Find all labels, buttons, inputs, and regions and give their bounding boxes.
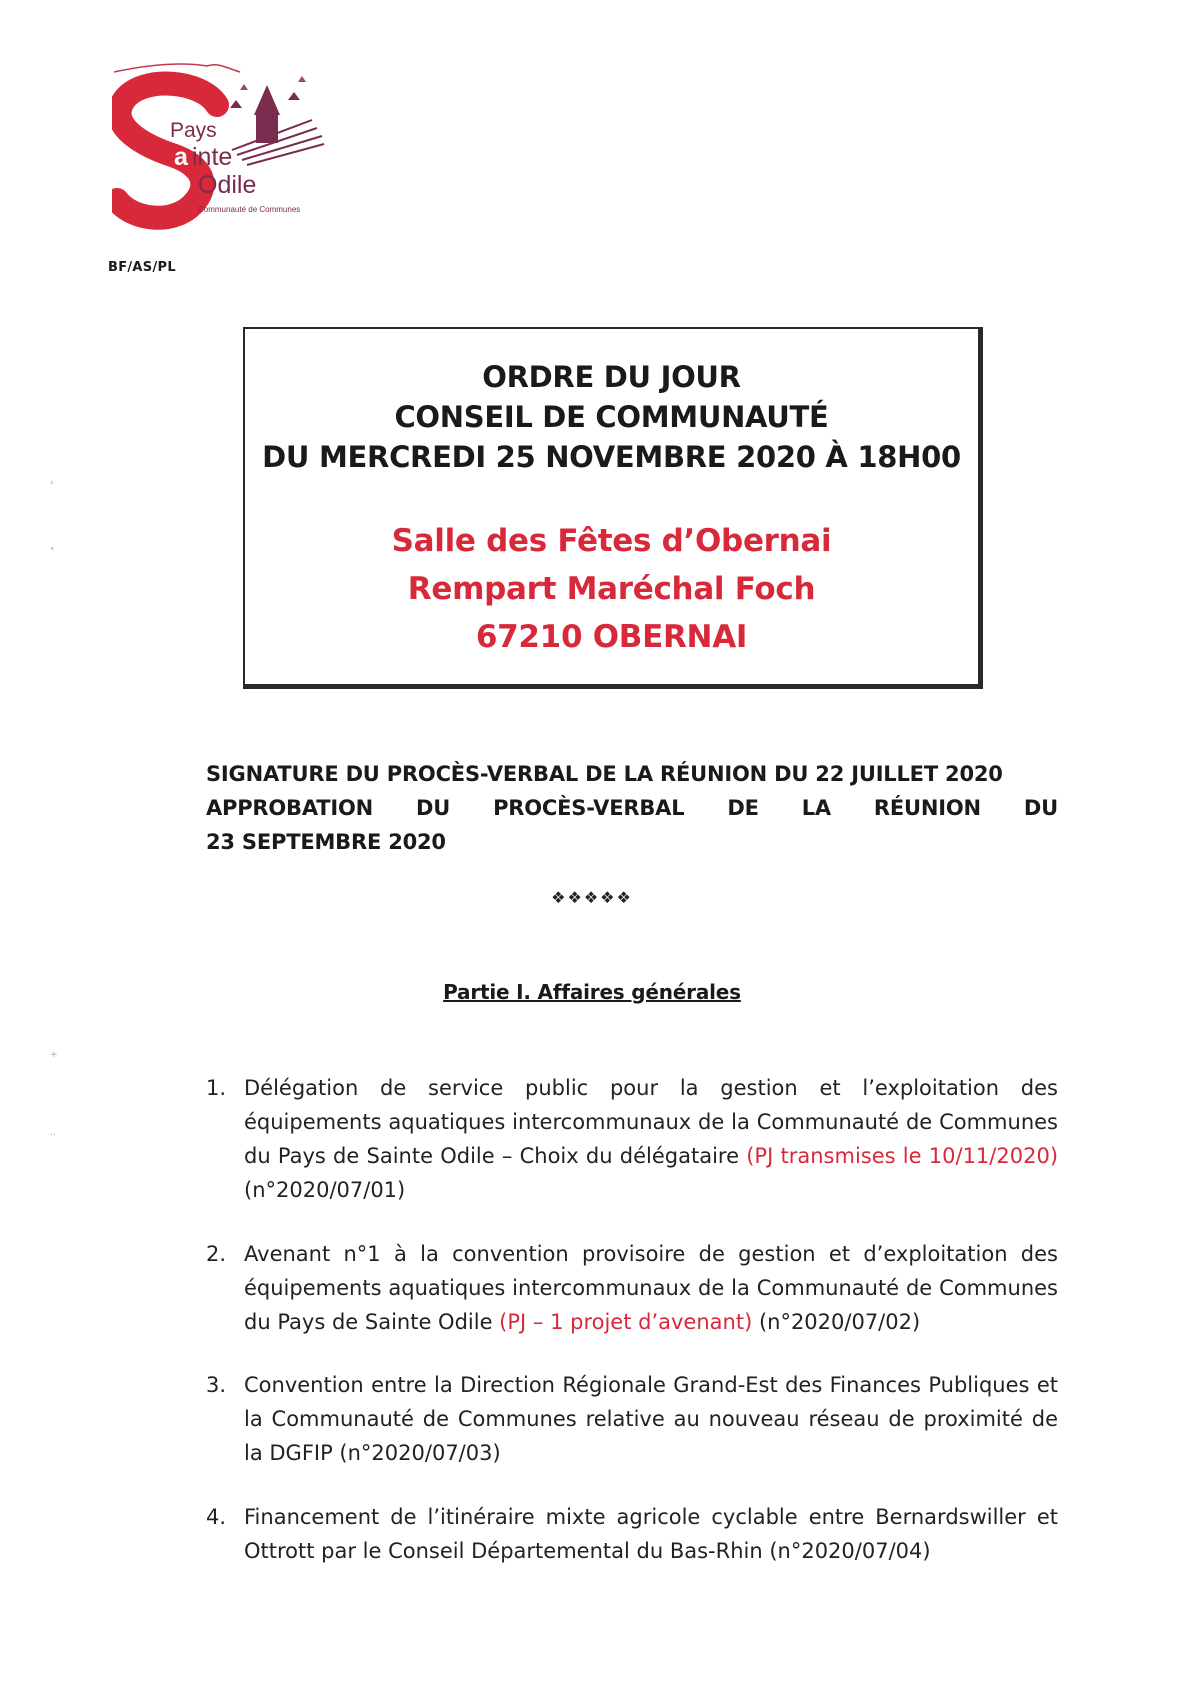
- item-text: Convention entre la Direction Régionale Grand-Est des Finances Publiques et la Communauté de Communes relative au nouveau réseau de proximité de la DGFIP (n°2020/07/03): [244, 1373, 1058, 1465]
- item-text: Avenant n°1 à la convention provisoire de gestion et d’exploitation des équipements aquatiques intercommunaux de la Communauté de Communes du Pays de Sainte Odile: [244, 1242, 1058, 1334]
- item-text: Financement de l’itinéraire mixte agricole cyclable entre Bernardswiller et Ottrott par le Conseil Départemental du Bas-Rhin (n°2020/07/04): [244, 1505, 1058, 1563]
- margin-mark: ›: [50, 478, 54, 488]
- item-number: 3.: [206, 1373, 227, 1397]
- venue-line-city: 67210 OBERNAI: [475, 619, 748, 655]
- approval-word: DU: [416, 796, 451, 820]
- margin-mark: ˚: [50, 548, 55, 558]
- approval-word: DE: [727, 796, 759, 820]
- approval-word: APPROBATION: [206, 796, 374, 820]
- logo-word-inte: inte: [192, 143, 233, 171]
- community-logo: [112, 60, 352, 235]
- item-number: 2.: [206, 1242, 227, 1266]
- section-separator: ❖❖❖❖❖: [551, 888, 633, 907]
- approval-word: DU: [1023, 796, 1058, 820]
- part-title: Partie I. Affaires générales: [443, 980, 741, 1004]
- venue-line-street: Rempart Maréchal Foch: [407, 571, 816, 607]
- agenda-item: [206, 1500, 1058, 1568]
- document-reference: BF/AS/PL: [108, 260, 176, 275]
- item-reference: (n°2020/07/01): [244, 1178, 406, 1202]
- item-text: Délégation de service public pour la gestion et l’exploitation des équipements aquatiques intercommunaux de la Communauté de Communes du Pays de Sainte Odile – Choix du délégataire: [244, 1076, 1058, 1168]
- item-attachment: (PJ transmises le 10/11/2020): [746, 1144, 1059, 1168]
- logo-word-pays: Pays: [170, 119, 217, 142]
- title-line-agenda: ORDRE DU JOUR: [482, 360, 741, 394]
- approval-date-line: 23 SEPTEMBRE 2020: [206, 830, 446, 854]
- title-line-council: CONSEIL DE COMMUNAUTÉ: [394, 400, 829, 434]
- approval-word: PROCÈS-VERBAL: [493, 796, 685, 820]
- margin-mark: ÷: [50, 1050, 58, 1060]
- minutes-approval-block: [206, 757, 1058, 859]
- logo-letter-a: a: [174, 143, 188, 171]
- item-text-block: [244, 1237, 1058, 1339]
- logo-word-odile: Odile: [198, 171, 257, 199]
- logo-subtitle: Communauté de Communes: [198, 205, 301, 214]
- venue-line-hall: Salle des Fêtes d’Obernai: [391, 523, 832, 559]
- approval-line: [206, 791, 1058, 825]
- signature-line: SIGNATURE DU PROCÈS-VERBAL DE LA RÉUNION DU 22 JUILLET 2020: [206, 762, 1003, 786]
- agenda-item: [206, 1071, 1058, 1207]
- agenda-title: [245, 357, 978, 477]
- meeting-venue: [245, 517, 978, 661]
- margin-mark: ‥: [50, 1128, 57, 1138]
- logo-word-de: de: [218, 119, 243, 142]
- item-reference: (n°2020/07/02): [752, 1310, 921, 1334]
- item-attachment: (PJ – 1 projet d’avenant): [499, 1310, 753, 1334]
- item-text-block: [244, 1071, 1058, 1207]
- title-line-date: DU MERCREDI 25 NOVEMBRE 2020 À 18H00: [262, 440, 961, 474]
- approval-word: LA: [801, 796, 831, 820]
- logo-graphic: [112, 60, 352, 235]
- agenda-item: [206, 1368, 1058, 1470]
- item-number: 4.: [206, 1505, 227, 1529]
- item-text-block: [244, 1368, 1058, 1470]
- agenda-item: [206, 1237, 1058, 1339]
- item-text-block: [244, 1500, 1058, 1568]
- approval-word: RÉUNION: [873, 796, 981, 820]
- item-number: 1.: [206, 1076, 227, 1100]
- agenda-header-box: [243, 327, 983, 689]
